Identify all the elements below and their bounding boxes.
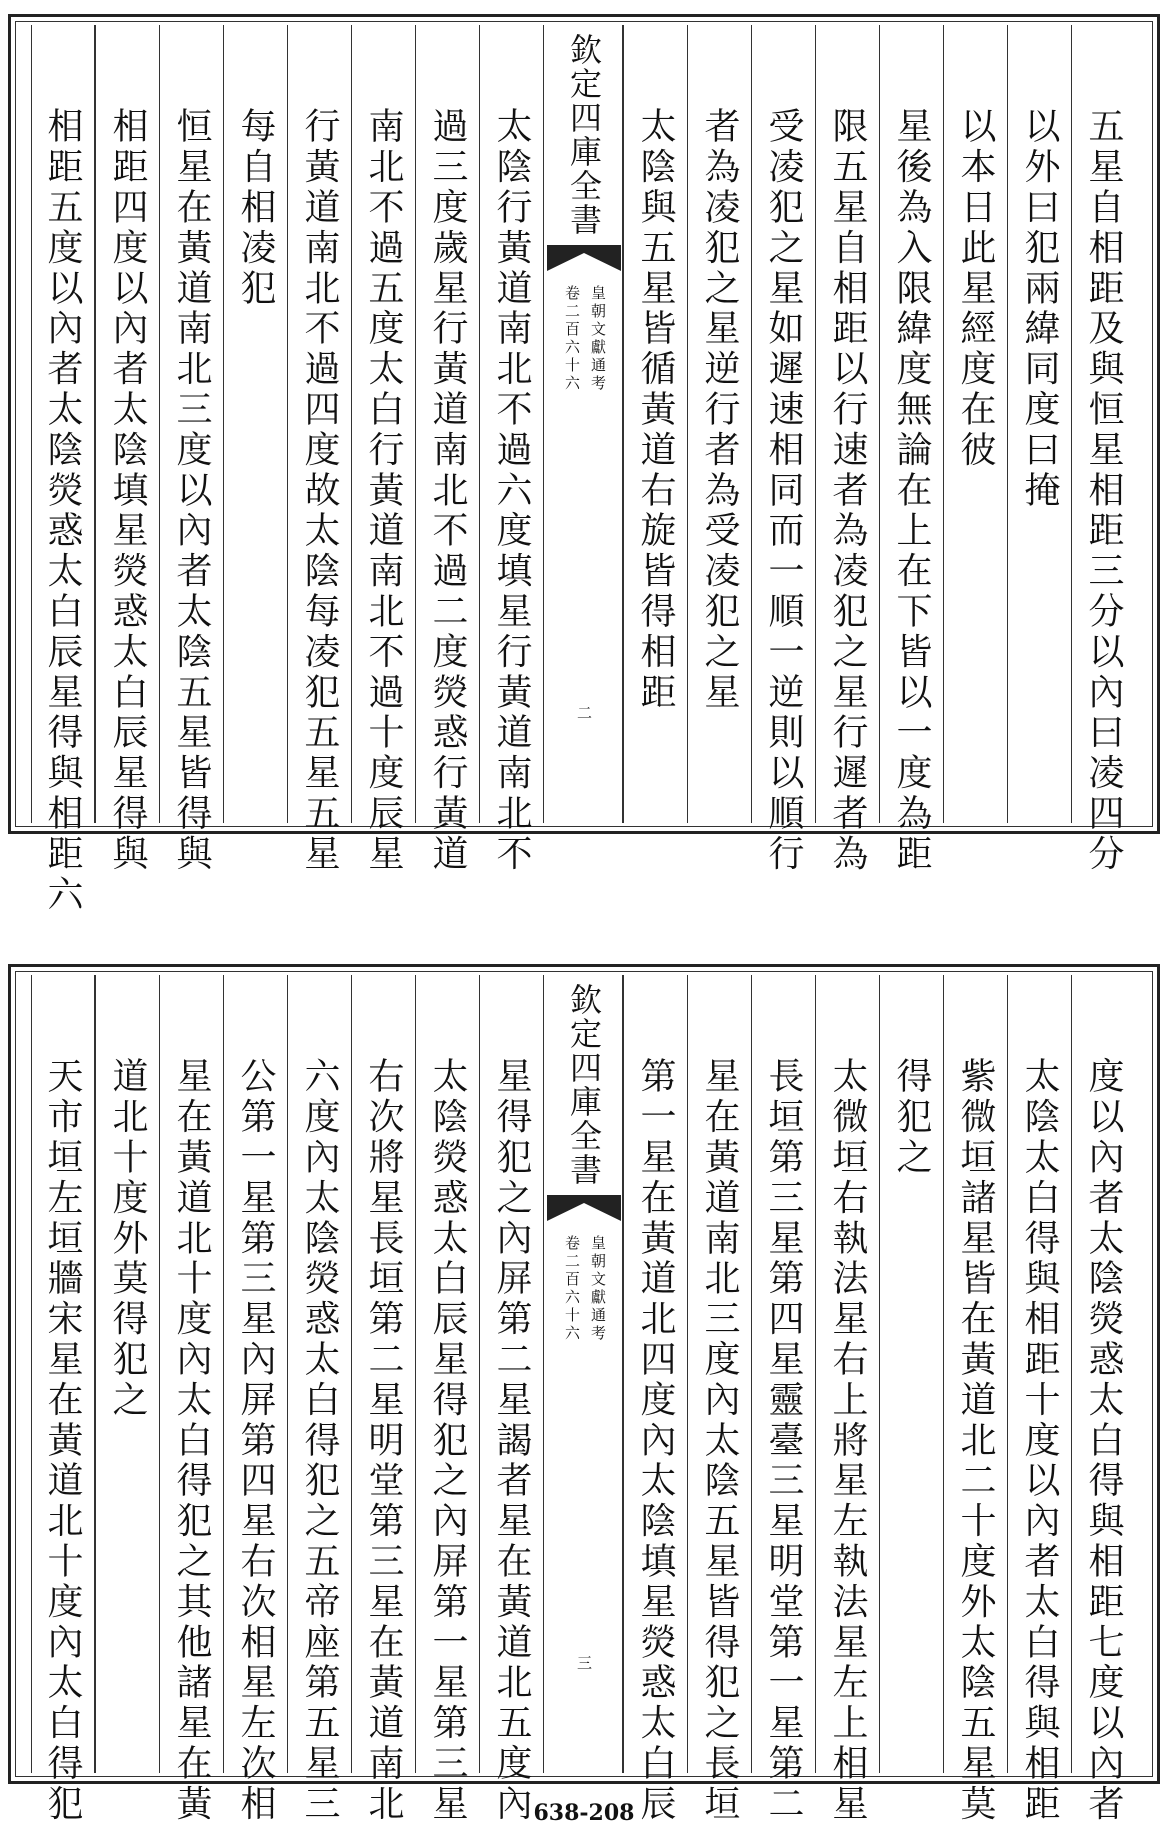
text-column — [687, 25, 751, 823]
column-text: 以本日此星經度在彼 — [955, 107, 996, 471]
text-column — [351, 25, 415, 875]
column-text: 南北不過五度太白行黃道南北不過十度辰星 — [363, 107, 404, 875]
text-column — [815, 975, 879, 1825]
column-text: 第一星在黃道北四度內太陰填星熒惑太白辰 — [635, 1057, 676, 1825]
upper-page-columns — [17, 25, 1151, 915]
text-column — [415, 25, 479, 875]
text-column — [479, 975, 543, 1825]
text-column — [223, 25, 287, 823]
text-column — [1007, 25, 1071, 823]
text-column — [159, 25, 223, 875]
column-text: 每自相凌犯 — [235, 107, 276, 309]
column-text: 限五星自相距以行速者為凌犯之星行遲者為 — [827, 107, 868, 875]
text-column — [623, 975, 687, 1825]
column-text: 行黃道南北不過四度故太陰每凌犯五星五星 — [299, 107, 340, 875]
column-text: 天市垣左垣牆宋星在黃道北十度內太白得犯 — [42, 1057, 83, 1825]
text-column — [159, 975, 223, 1825]
text-column — [751, 25, 815, 875]
column-text: 六度內太陰熒惑太白得犯之五帝座第五星三 — [299, 1057, 340, 1825]
text-column — [415, 975, 479, 1825]
collection-title: 欽定四庫全書 — [565, 983, 603, 1187]
leaf-number: 二 — [575, 705, 593, 720]
column-text: 星後為入限緯度無論在上在下皆以一度為距 — [891, 107, 932, 875]
center-fold — [543, 975, 623, 1773]
text-column — [287, 975, 351, 1825]
column-text: 長垣第三星第四星靈臺三星明堂第一星第二 — [763, 1057, 804, 1825]
fishtail-mark-icon — [547, 245, 621, 271]
text-column — [1007, 975, 1071, 1825]
column-text: 受凌犯之星如遲速相同而一順一逆則以順行 — [763, 107, 804, 875]
column-text: 恒星在黃道南北三度以內者太陰五星皆得與 — [171, 107, 212, 875]
column-text: 公第一星第三星內屏第四星右次相星左次相 — [235, 1057, 276, 1825]
column-text: 太陰熒惑太白辰星得犯之內屏第一星第三星 — [427, 1057, 468, 1825]
text-column — [687, 975, 751, 1825]
column-text: 相距四度以內者太陰填星熒惑太白辰星得與 — [107, 107, 148, 875]
column-text: 太陰與五星皆循黃道右旋皆得相距 — [635, 107, 676, 713]
center-fold — [543, 25, 623, 823]
column-text: 星得犯之內屏第二星謁者星在黃道北五度內 — [491, 1057, 532, 1825]
page-code: 638-208 — [533, 1800, 635, 1826]
collection-title: 欽定四庫全書 — [565, 33, 603, 237]
column-text: 者為凌犯之星逆行者為受凌犯之星 — [699, 107, 740, 713]
text-column — [943, 975, 1007, 1825]
leaf-number: 三 — [575, 1655, 593, 1670]
text-column — [95, 25, 159, 875]
text-column — [223, 975, 287, 1825]
text-column — [95, 975, 159, 1773]
column-text: 過三度歲星行黃道南北不過二度熒惑行黃道 — [427, 107, 468, 875]
column-text: 太陰行黃道南北不過六度填星行黃道南北不 — [491, 107, 532, 875]
text-column — [31, 25, 95, 915]
column-text: 星在黃道北十度內太白得犯之其他諸星在黃 — [171, 1057, 212, 1825]
text-column — [351, 975, 415, 1825]
column-text: 道北十度外莫得犯之 — [107, 1057, 148, 1421]
column-text: 得犯之 — [891, 1057, 932, 1179]
text-column — [751, 975, 815, 1825]
book-title: 皇朝文獻通考 — [589, 1235, 607, 1343]
column-text: 紫微垣諸星皆在黃道北二十度外太陰五星莫 — [955, 1057, 996, 1825]
column-text: 太陰太白得與相距十度以內者太白得與相距 — [1019, 1057, 1060, 1825]
book-title: 皇朝文獻通考 — [589, 285, 607, 393]
text-column — [1071, 975, 1135, 1825]
upper-book-page — [8, 14, 1160, 915]
text-column — [479, 25, 543, 875]
text-column — [815, 25, 879, 875]
text-column — [287, 25, 351, 875]
text-column — [879, 975, 943, 1773]
volume-label: 卷二百六十六 — [563, 285, 581, 393]
text-column — [1071, 25, 1135, 875]
column-text: 五星自相距及與恒星相距三分以內曰凌四分 — [1083, 107, 1124, 875]
column-text: 度以內者太陰熒惑太白得與相距七度以內者 — [1083, 1057, 1124, 1825]
column-text: 以外曰犯兩緯同度曰掩 — [1019, 107, 1060, 511]
fishtail-mark-icon — [547, 1195, 621, 1221]
column-text: 右次將星長垣第二星明堂第三星在黃道南北 — [363, 1057, 404, 1825]
text-column — [879, 25, 943, 875]
column-text: 星在黃道南北三度內太陰五星皆得犯之長垣 — [699, 1057, 740, 1825]
column-text: 太微垣右執法星右上將星左執法星左上相星 — [827, 1057, 868, 1825]
volume-label: 卷二百六十六 — [563, 1235, 581, 1343]
text-column — [943, 25, 1007, 823]
column-text: 相距五度以內者太陰熒惑太白辰星得與相距六 — [42, 107, 83, 915]
text-column — [623, 25, 687, 823]
text-column — [31, 975, 95, 1825]
